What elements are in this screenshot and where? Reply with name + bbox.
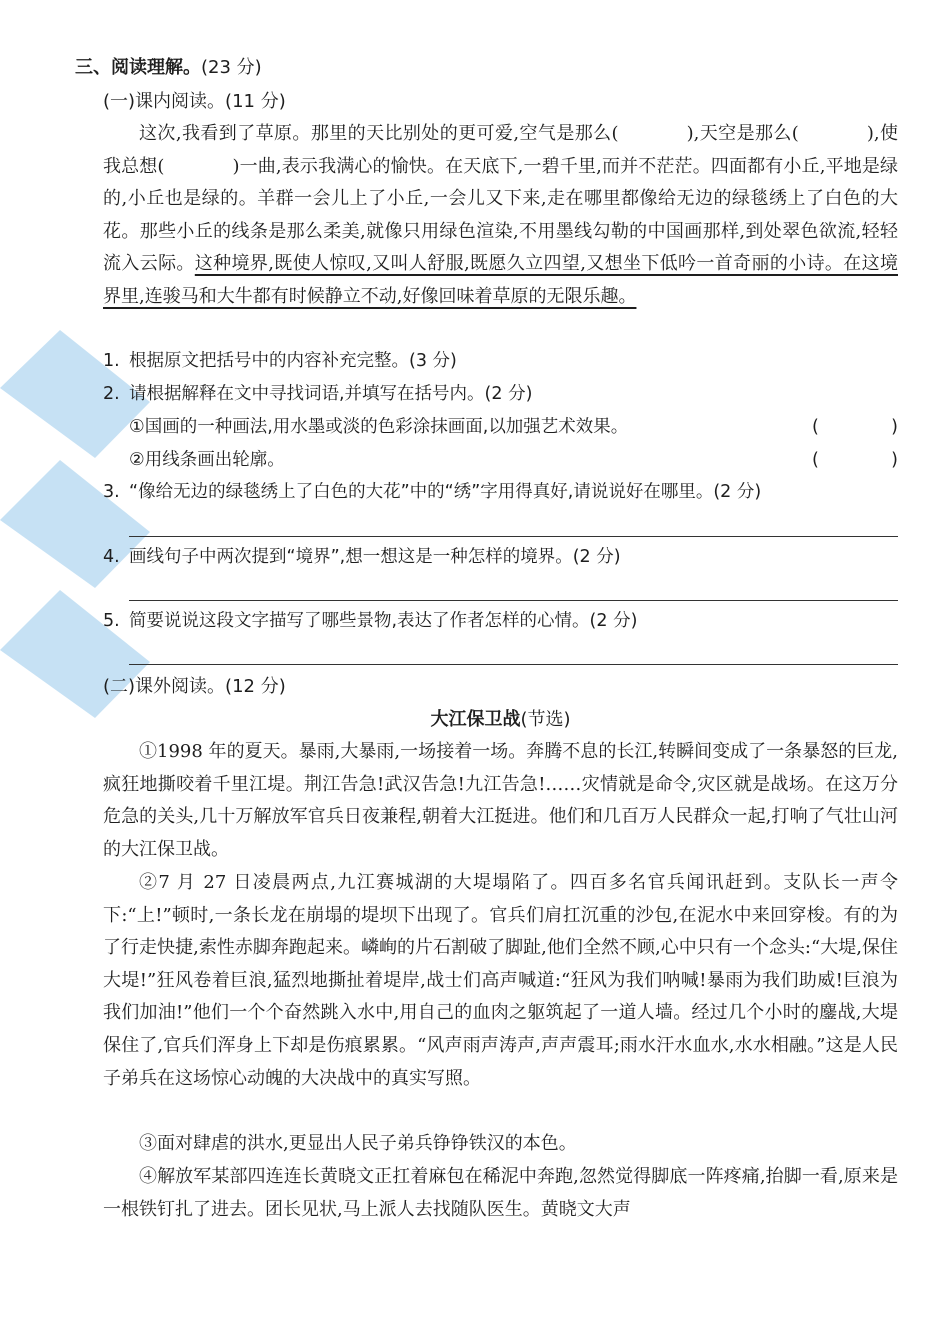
question-number: 5.: [103, 611, 120, 631]
item-text: ①国画的一种画法,用水墨或淡的色彩涂抹画面,以加强艺术效果。: [129, 417, 629, 437]
question-text: 根据原文把括号中的内容补充完整。(3 分): [129, 351, 457, 371]
open-paren: (: [812, 417, 819, 437]
underlined-sentence: 这种境界,既使人惊叹,又叫人舒服,既愿久立四望,又想坐下低吟一首奇丽的小诗。在这境界里,连骏马和大牛都有时候静立不动,好像回味着草原的无限乐趣。: [103, 253, 898, 307]
part1-label: (一)课内阅读。(11 分): [103, 91, 286, 112]
question-text: 画线句子中两次提到“境界”,想一想这是一种怎样的境界。(2 分): [129, 547, 621, 567]
passage-paragraph-1: ①1998 年的夏天。暴雨,大暴雨,一场接着一场。奔腾不息的长江,转瞬间变成了一条暴怒的巨龙,疯狂地撕咬着千里江堤。荆江告急!武汉告急!九江告急!……灾情就是命令,灾区就是战场。在这万分危急的关头,几十万解放军官兵日夜兼程,朝着大江挺进。他们和几百万人民群众一起,打响了气壮山河的大江保卫战。: [103, 741, 898, 860]
part1-passage: [103, 118, 898, 314]
question-text: “像给无边的绿毯绣上了白色的大花”中的“绣”字用得真好,请说说好在哪里。(2 分): [129, 482, 762, 502]
question-3: [103, 476, 898, 508]
passage-segment-2: ),天空是那么(: [686, 123, 799, 144]
open-paren: (: [812, 450, 819, 470]
passage-segment-4: )一曲,表示我满心的愉快。在天底下,一碧千里,而并不茫茫。四面都有小丘,平地是绿的,小丘也是绿的。羊群一会儿上了小丘,一会儿又下来,走在哪里都像给无边的绿毯绣上了白色的大花。那些小丘的线条是那么柔美,就像只用绿色渲染,不用墨线勾勒的中国画那样,到处翠色欲流,轻轻流入云际。: [103, 155, 899, 275]
question-number: 2.: [103, 384, 120, 404]
answer-line-q4[interactable]: [129, 600, 898, 601]
passage-paragraph-3: ③面对肆虐的洪水,更显出人民子弟兵铮铮铁汉的本色。: [139, 1133, 577, 1154]
question-4: [103, 541, 898, 573]
question-text: 请根据解释在文中寻找词语,并填写在括号内。(2 分): [129, 384, 533, 404]
passage-segment-3: ),使我总想(: [103, 123, 898, 177]
close-paren: ): [891, 450, 898, 470]
question-2-item-2: [129, 444, 898, 476]
passage-title-note: (节选): [520, 709, 571, 730]
section-heading-text: 三、阅读理解。: [75, 57, 201, 78]
section-score: (23 分): [201, 57, 262, 78]
answer-line-q5[interactable]: [129, 664, 898, 665]
answer-parentheses[interactable]: [812, 411, 898, 443]
passage-paragraph-4: ④解放军某部四连连长黄晓文正扛着麻包在稀泥中奔跑,忽然觉得脚底一阵疼痛,抬脚一看,原来是一根铁钉扎了进去。团长见状,马上派人去找随队医生。黄晓文大声: [103, 1166, 898, 1220]
question-2: [103, 378, 898, 410]
section-heading: [75, 50, 262, 86]
question-number: 1.: [103, 351, 120, 371]
question-2-item-1: [129, 411, 898, 443]
question-number: 4.: [103, 547, 120, 567]
part2-label: (二)课外阅读。(12 分): [103, 676, 286, 697]
passage-title: [103, 704, 898, 736]
item-text: ②用线条画出轮廓。: [129, 450, 285, 470]
question-number: 3.: [103, 482, 120, 502]
passage-title-text: 大江保卫战: [430, 709, 521, 730]
question-5: [103, 605, 898, 637]
question-text: 简要说说这段文字描写了哪些景物,表达了作者怎样的心情。(2 分): [129, 611, 638, 631]
passage-segment-1: 这次,我看到了草原。那里的天比别处的更可爱,空气是那么(: [139, 123, 619, 144]
passage-paragraph-2: ②7 月 27 日凌晨两点,九江赛城湖的大堤塌陷了。四百多名官兵闻讯赶到。支队长一声令下:“上!”顿时,一条长龙在崩塌的堤坝下出现了。官兵们肩扛沉重的沙包,在泥水中来回穿梭。有的为了行走快捷,索性赤脚奔跑起来。嶙峋的片石割破了脚趾,他们全然不顾,心中只有一个念头:“大堤,保住大堤!”狂风卷着巨浪,猛烈地撕扯着堤岸,战士们高声喊道:“狂风为我们呐喊!暴雨为我们助威!巨浪为我们加油!”他们一个个奋然跳入水中,用自己的血肉之躯筑起了一道人墙。经过几个小时的鏖战,大堤保住了,官兵们浑身上下却是伤痕累累。“风声雨声涛声,声声震耳;雨水汗水血水,水水相融。”这是人民子弟兵在这场惊心动魄的大决战中的真实写照。: [103, 872, 898, 1089]
answer-line-q3[interactable]: [129, 536, 898, 537]
close-paren: ): [891, 417, 898, 437]
question-1: [103, 345, 898, 377]
answer-parentheses[interactable]: [812, 444, 898, 476]
